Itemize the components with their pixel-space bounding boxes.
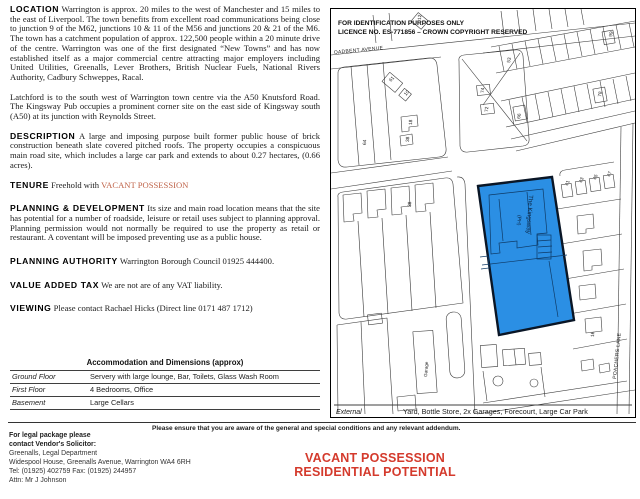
authority-heading: PLANNING AUTHORITY <box>10 256 118 267</box>
authority-text: Warrington Borough Council 01925 444400. <box>119 256 275 267</box>
planning-heading: PLANNING & DEVELOPMENT <box>10 203 145 214</box>
tenure-highlight: VACANT POSSESSION <box>101 179 189 190</box>
legal-line: Tel: (01925) 402759 Fax: (01925) 244957 <box>9 468 137 475</box>
vat-heading: VALUE ADDED TAX <box>10 279 100 290</box>
legal-heading-line1: For legal package please <box>9 432 91 439</box>
house-number: 10 <box>403 89 411 98</box>
legal-line: Widespool House, Greenalls Avenue, Warrington WA4 6RH <box>9 459 191 466</box>
section-viewing <box>10 304 320 314</box>
row-value: 4 Bedrooms, Office <box>90 385 154 394</box>
table-row <box>10 396 320 410</box>
garage-label: Garage <box>423 361 430 378</box>
sale-banner <box>235 452 515 479</box>
site-map <box>330 8 636 418</box>
text-column <box>10 5 320 324</box>
legal-line: Attn: Mr J Johnson <box>9 477 67 484</box>
row-value: Large Cellars <box>90 398 134 407</box>
house-number: 66 <box>517 113 523 120</box>
site-map-drawing <box>331 9 635 417</box>
accommodation-table <box>10 356 320 410</box>
external-row-value: Yard, Bottle Store, 2x Garages, Forecourt, Large Car Park <box>403 407 588 416</box>
house-number: 12 <box>418 14 424 21</box>
house-number: 41 <box>565 179 572 187</box>
tenure-text: Freehold with <box>51 179 102 190</box>
house-number: 53 <box>507 57 513 64</box>
footer-divider <box>8 422 636 423</box>
banner-line2: RESIDENTIAL POTENTIAL <box>294 464 456 479</box>
section-planning <box>10 204 320 243</box>
banner-line1: VACANT POSSESSION <box>305 451 445 465</box>
house-number: 45 <box>593 173 600 181</box>
plot-label-ph: (PH) <box>515 214 522 226</box>
location2-text: Latchford is to the south west of Warrington town centre via the A50 Knutsford Road. The Kingsway Pub occupies a prominent corner site on the east side of Kingsway south (A50) at its junction with Reynolds Street. <box>10 91 320 122</box>
legal-contact-block <box>9 431 239 485</box>
viewing-heading: VIEWING <box>10 303 52 314</box>
section-tenure <box>10 181 320 191</box>
map-disclaimer-line1: FOR IDENTIFICATION PURPOSES ONLY <box>338 20 465 27</box>
house-number: 47 <box>607 170 614 178</box>
map-disclaimer-line2: LICENCE NO. ES-771856 – CROWN COPYRIGHT RESERVED <box>338 29 528 36</box>
section-location <box>10 5 320 83</box>
tenure-heading: TENURE <box>10 179 49 190</box>
external-row-label: External <box>336 409 362 416</box>
section-location-2 <box>10 93 320 122</box>
conditions-notice: Please ensure that you are aware of the general and special conditions and any relevant addendum. <box>152 425 461 432</box>
vat-text: We are not are of any VAT liability. <box>101 279 223 290</box>
house-number: 18 <box>409 119 415 126</box>
description-heading: DESCRIPTION <box>10 130 76 141</box>
section-description <box>10 132 320 171</box>
house-number: 64 <box>363 139 369 146</box>
table-row <box>10 370 320 383</box>
house-number: 72 <box>485 106 491 113</box>
house-number: 61 <box>388 75 396 84</box>
legal-line: Greenalls, Legal Department <box>9 450 98 457</box>
house-number: 78 <box>598 91 604 98</box>
row-label: First Floor <box>12 385 46 394</box>
planning-text: Its size and main road location means that the site has potential for a number of roadside, leisure or retail uses subject to planning approval. Planning permission would not normally be required to use the property as retail or restaurant. A coventant will be imposed preventing use as a public house. <box>10 203 320 243</box>
house-number: 38 <box>408 201 414 208</box>
accommodation-title: Accommodation and Dimensions (approx) <box>86 358 244 367</box>
section-vat <box>10 281 320 291</box>
row-value: Servery with large lounge, Bar, Toilets, Glass Wash Room <box>90 372 279 381</box>
description-text: A large and imposing purpose built former public house of brick construction beneath slate covered pitched roofs. The property occupies a conspicuous main road site, which includes a large car park and extends to about 0.27 hectares, (0.66 acres). <box>10 130 320 170</box>
street-label-broadbent-avenue: OADBENT AVENUE <box>333 45 384 56</box>
row-label: Ground Floor <box>12 372 56 381</box>
house-numbers <box>362 14 615 337</box>
section-planning-authority <box>10 257 320 267</box>
house-number: 74 <box>481 87 487 94</box>
row-label: Basement <box>12 398 46 407</box>
house-number: 99 <box>609 31 615 38</box>
table-row <box>10 383 320 396</box>
location-text: Warrington is approx. 20 miles to the west of Manchester and 15 miles to the east of Liverpool. The town benefits from excellent road communications being close to junction 9 of the M62, junctions 10 & 11 of the M56 and junctions 20 & 21 of the M6. The town has a catchment population of approx. 122,500 people within a 20 minute drive of the centre. Warrington was one of the first designated “New Towns” and has now established itself as a major commercial centre attracting major employers including United Utilities, Greenalls, Lever Brothers, British Nuclear Fuels, National Rivers Authority, Cadbury Schweppes, Racal. <box>10 4 320 82</box>
plot-label-the-kingsway: The Kingsway <box>524 194 534 235</box>
house-number: 38 <box>406 136 412 143</box>
house-number: 16 <box>591 331 597 338</box>
legal-heading-line2: contact Vendor's Solicitor: <box>9 441 97 448</box>
street-label-poachers-lane: POACHERS LANE <box>612 332 623 380</box>
location-heading: LOCATION <box>10 4 60 14</box>
house-number: 43 <box>579 176 586 184</box>
viewing-text: Please contact Rachael Hicks (Direct line 0171 487 1712) <box>53 303 253 314</box>
